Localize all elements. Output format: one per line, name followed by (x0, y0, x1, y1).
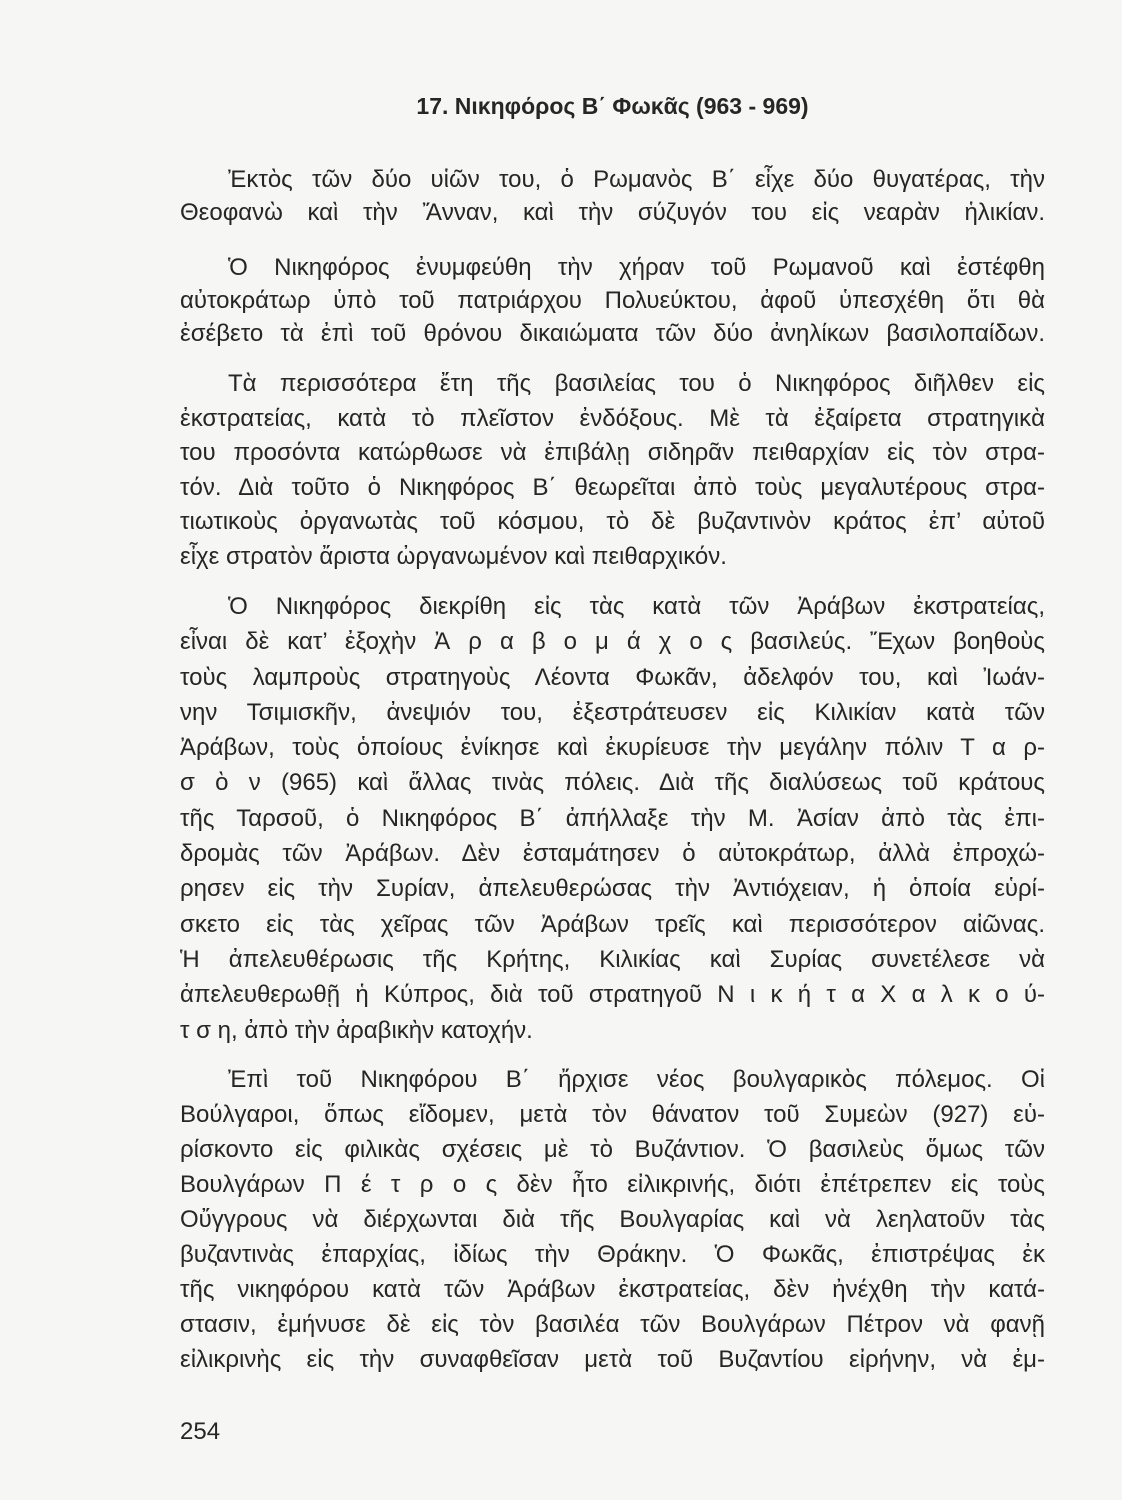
text-line: εἰλικρινὴς εἰς τὴν συναφθεῖσαν μετὰ τοῦ Βυζαντίου εἰρήνην, νὰ ἐμ- (180, 1346, 1045, 1373)
text-line: Θεοφανὼ καὶ τὴν Ἄνναν, καὶ τὴν σύζυγόν του εἰς νεαρὰν ἡλικίαν. (180, 199, 1045, 226)
text-line: τόν. Διὰ τοῦτο ὁ Νικηφόρος Β΄ θεωρεῖται ἀπὸ τοὺς μεγαλυτέρους στρα- (180, 473, 1045, 501)
text-line: ρίσκοντο εἰς φιλικὰς σχέσεις μὲ τὸ Βυζάντιον. Ὁ βασιλεὺς ὅμως τῶν (180, 1136, 1045, 1163)
text-line: αὐτοκράτωρ ὑπὸ τοῦ πατριάρχου Πολυεύκτου, ἀφοῦ ὑπεσχέθη ὅτι θὰ (180, 287, 1045, 314)
text-line: ρησεν εἰς τὴν Συρίαν, ἀπελευθερώσας τὴν Ἀντιόχειαν, ἡ ὁποία εὑρί- (180, 875, 1045, 903)
text-line: τ σ η, ἀπὸ τὴν ἀραβικὴν κατοχήν. (180, 1016, 533, 1044)
text-line: τῆς νικηφόρου κατὰ τῶν Ἀράβων ἐκστρατείας, δὲν ἠνέχθη τὴν κατά- (180, 1276, 1045, 1303)
text-line: τοὺς λαμπροὺς στρατηγοὺς Λέοντα Φωκᾶν, ἀδελφόν του, καὶ Ἰωάν- (180, 663, 1045, 691)
text-line: Ἐκτὸς τῶν δύο υἱῶν του, ὁ Ρωμανὸς Β΄ εἶχε δύο θυγατέρας, τὴν (228, 166, 1045, 193)
text-line: σκετο εἰς τὰς χεῖρας τῶν Ἀράβων τρεῖς καὶ περισσότερον αἰῶνας. (180, 910, 1045, 938)
paragraph (180, 367, 1045, 575)
text-line: ἐκστρατείας, κατὰ τὸ πλεῖστον ἐνδόξους. Μὲ τὰ ἐξαίρετα στρατηγικὰ (180, 404, 1045, 432)
text-line: Ὁ Νικηφόρος διεκρίθη εἰς τὰς κατὰ τῶν Ἀράβων ἐκστρατείας, (228, 593, 1045, 620)
paragraph (180, 163, 1045, 229)
text-line: Τὰ περισσότερα ἔτη τῆς βασιλείας του ὁ Νικηφόρος διῆλθεν εἰς (228, 370, 1045, 397)
text-line: Οὔγγρους νὰ διέρχωνται διὰ τῆς Βουλγαρίας καὶ νὰ λεηλατοῦν τὰς (180, 1206, 1045, 1233)
text-line: ἐσέβετο τὰ ἐπὶ τοῦ θρόνου δικαιώματα τῶν δύο ἀνηλίκων βασιλοπαίδων. (180, 320, 1045, 347)
text-line: Ἡ ἀπελευθέρωσις τῆς Κρήτης, Κιλικίας καὶ Συρίας συνετέλεσε νὰ (180, 945, 1045, 973)
text-line: Ὁ Νικηφόρος ἐνυμφεύθη τὴν χήραν τοῦ Ρωμανοῦ καὶ ἐστέφθη (228, 254, 1045, 281)
paragraph (180, 1062, 1045, 1377)
text-line: εἶναι δὲ κατ’ ἐξοχὴν Ἀ ρ α β ο μ ά χ ο ς βασιλεύς. Ἔχων βοηθοὺς (180, 628, 1045, 656)
text-line: σ ὸ ν (965) καὶ ἄλλας τινὰς πόλεις. Διὰ τῆς διαλύσεως τοῦ κράτους (180, 769, 1045, 797)
text-line: ἀπελευθερωθῇ ἡ Κύπρος, διὰ τοῦ στρατηγοῦ Ν ι κ ή τ α Χ α λ κ ο ύ- (180, 981, 1045, 1009)
text-line: τιωτικοὺς ὀργανωτὰς τοῦ κόσμου, τὸ δὲ βυζαντινὸν κράτος ἐπ’ αὐτοῦ (180, 508, 1045, 536)
text-line: Ἀράβων, τοὺς ὁποίους ἐνίκησε καὶ ἐκυρίευσε τὴν μεγάλην πόλιν Τ α ρ- (180, 734, 1045, 762)
text-line: βυζαντινὰς ἐπαρχίας, ἰδίως τὴν Θράκην. Ὁ Φωκᾶς, ἐπιστρέψας ἐκ (180, 1241, 1045, 1268)
text-line: τῆς Ταρσοῦ, ὁ Νικηφόρος Β΄ ἀπήλλαξε τὴν Μ. Ἀσίαν ἀπὸ τὰς ἐπι- (180, 804, 1045, 832)
text-line: δρομὰς τῶν Ἀράβων. Δὲν ἐσταμάτησεν ὁ αὐτοκράτωρ, ἀλλὰ ἐπροχώ- (180, 840, 1045, 868)
text-line: Βούλγαροι, ὅπως εἴδομεν, μετὰ τὸν θάνατον τοῦ Συμεὼν (927) εὑ- (180, 1101, 1045, 1128)
paragraph (180, 251, 1045, 350)
section-heading: 17. Νικηφόρος Β΄ Φωκᾶς (963 - 969) (416, 93, 809, 119)
text-line: στασιν, ἐμήνυσε δὲ εἰς τὸν βασιλέα τῶν Βουλγάρων Πέτρον νὰ φανῇ (180, 1311, 1045, 1338)
text-line: Ἐπὶ τοῦ Νικηφόρου Β΄ ἤρχισε νέος βουλγαρικὸς πόλεμος. Οἱ (228, 1066, 1045, 1093)
text-line: Βουλγάρων Π έ τ ρ ο ς δὲν ἦτο εἰλικρινής, διότι ἐπέτρεπεν εἰς τοὺς (180, 1171, 1045, 1198)
text-line: νην Τσιμισκῆν, ἀνεψιόν του, ἐξεστράτευσεν εἰς Κιλικίαν κατὰ τῶν (180, 698, 1045, 726)
page-number: 254 (180, 1418, 221, 1445)
text-line: του προσόντα κατώρθωσε νὰ ἐπιβάλῃ σιδηρᾶν πειθαρχίαν εἰς τὸν στρα- (180, 439, 1045, 467)
paragraph (180, 589, 1045, 1048)
text-line: εἶχε στρατὸν ἄριστα ὠργανωμένον καὶ πειθαρχικόν. (180, 542, 727, 570)
